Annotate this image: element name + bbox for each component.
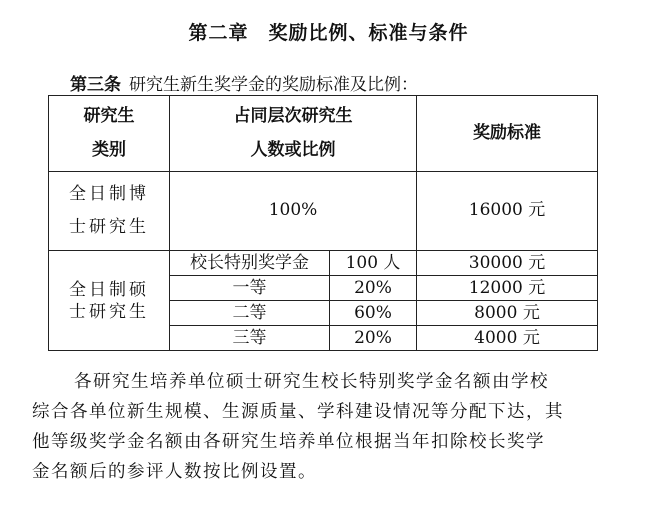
masters-level-cell: 校长特别奖学金 — [170, 251, 330, 276]
masters-ratio-cell: 60% — [330, 301, 417, 326]
table-row-doctoral — [49, 172, 598, 251]
masters-level-cell: 二等 — [170, 301, 330, 326]
masters-ratio-cell: 20% — [330, 326, 417, 351]
masters-standard-cell: 12000 元 — [417, 276, 598, 301]
doctoral-ratio: 100% — [170, 172, 417, 251]
paragraph-line: 各研究生培养单位硕士研究生校长特别奖学金名额由学校 — [74, 372, 549, 392]
masters-ratio-cell: 100 人 — [330, 251, 417, 276]
masters-category — [49, 251, 170, 351]
masters-standard-cell: 4000 元 — [417, 326, 598, 351]
article-text: 研究生新生奖学金的奖励标准及比例： — [129, 75, 418, 95]
paragraph-line: 综合各单位新生规模、生源质量、学科建设情况等分配下达，其 — [32, 402, 564, 422]
masters-level-cell: 一等 — [170, 276, 330, 301]
doctoral-category-line1: 全日制博 — [69, 183, 149, 204]
header-standard: 奖励标准 — [417, 96, 598, 172]
header-ratio-line2: 人数或比例 — [250, 139, 336, 160]
article-heading — [70, 70, 418, 95]
header-ratio-line1: 占同层次研究生 — [233, 106, 353, 127]
masters-category-line2: 士研究生 — [69, 301, 149, 322]
paragraph-line: 他等级奖学金名额由各研究生培养单位根据当年扣除校长奖学 — [32, 432, 545, 452]
header-ratio — [170, 96, 417, 172]
masters-category-line1: 全日制硕 — [69, 279, 149, 300]
body-paragraph — [32, 367, 632, 487]
header-category-line2: 类别 — [92, 139, 126, 160]
doctoral-category-line2: 士研究生 — [69, 217, 149, 237]
chapter-title: 第二章 奖励比例、标准与条件 — [188, 22, 469, 44]
header-category — [49, 96, 170, 172]
table-row-masters-special — [49, 251, 598, 276]
masters-standard-cell: 8000 元 — [417, 301, 598, 326]
doctoral-category — [49, 172, 170, 251]
award-standard-table — [48, 95, 598, 351]
table-header-row — [49, 96, 598, 172]
masters-level-cell: 三等 — [170, 326, 330, 351]
paragraph-line: 金名额后的参评人数按比例设置。 — [32, 462, 317, 482]
doctoral-standard: 16000 元 — [417, 172, 598, 251]
article-label: 第三条 — [70, 75, 121, 95]
header-category-line1: 研究生 — [83, 106, 135, 127]
masters-standard-cell: 30000 元 — [417, 251, 598, 276]
masters-ratio-cell: 20% — [330, 276, 417, 301]
